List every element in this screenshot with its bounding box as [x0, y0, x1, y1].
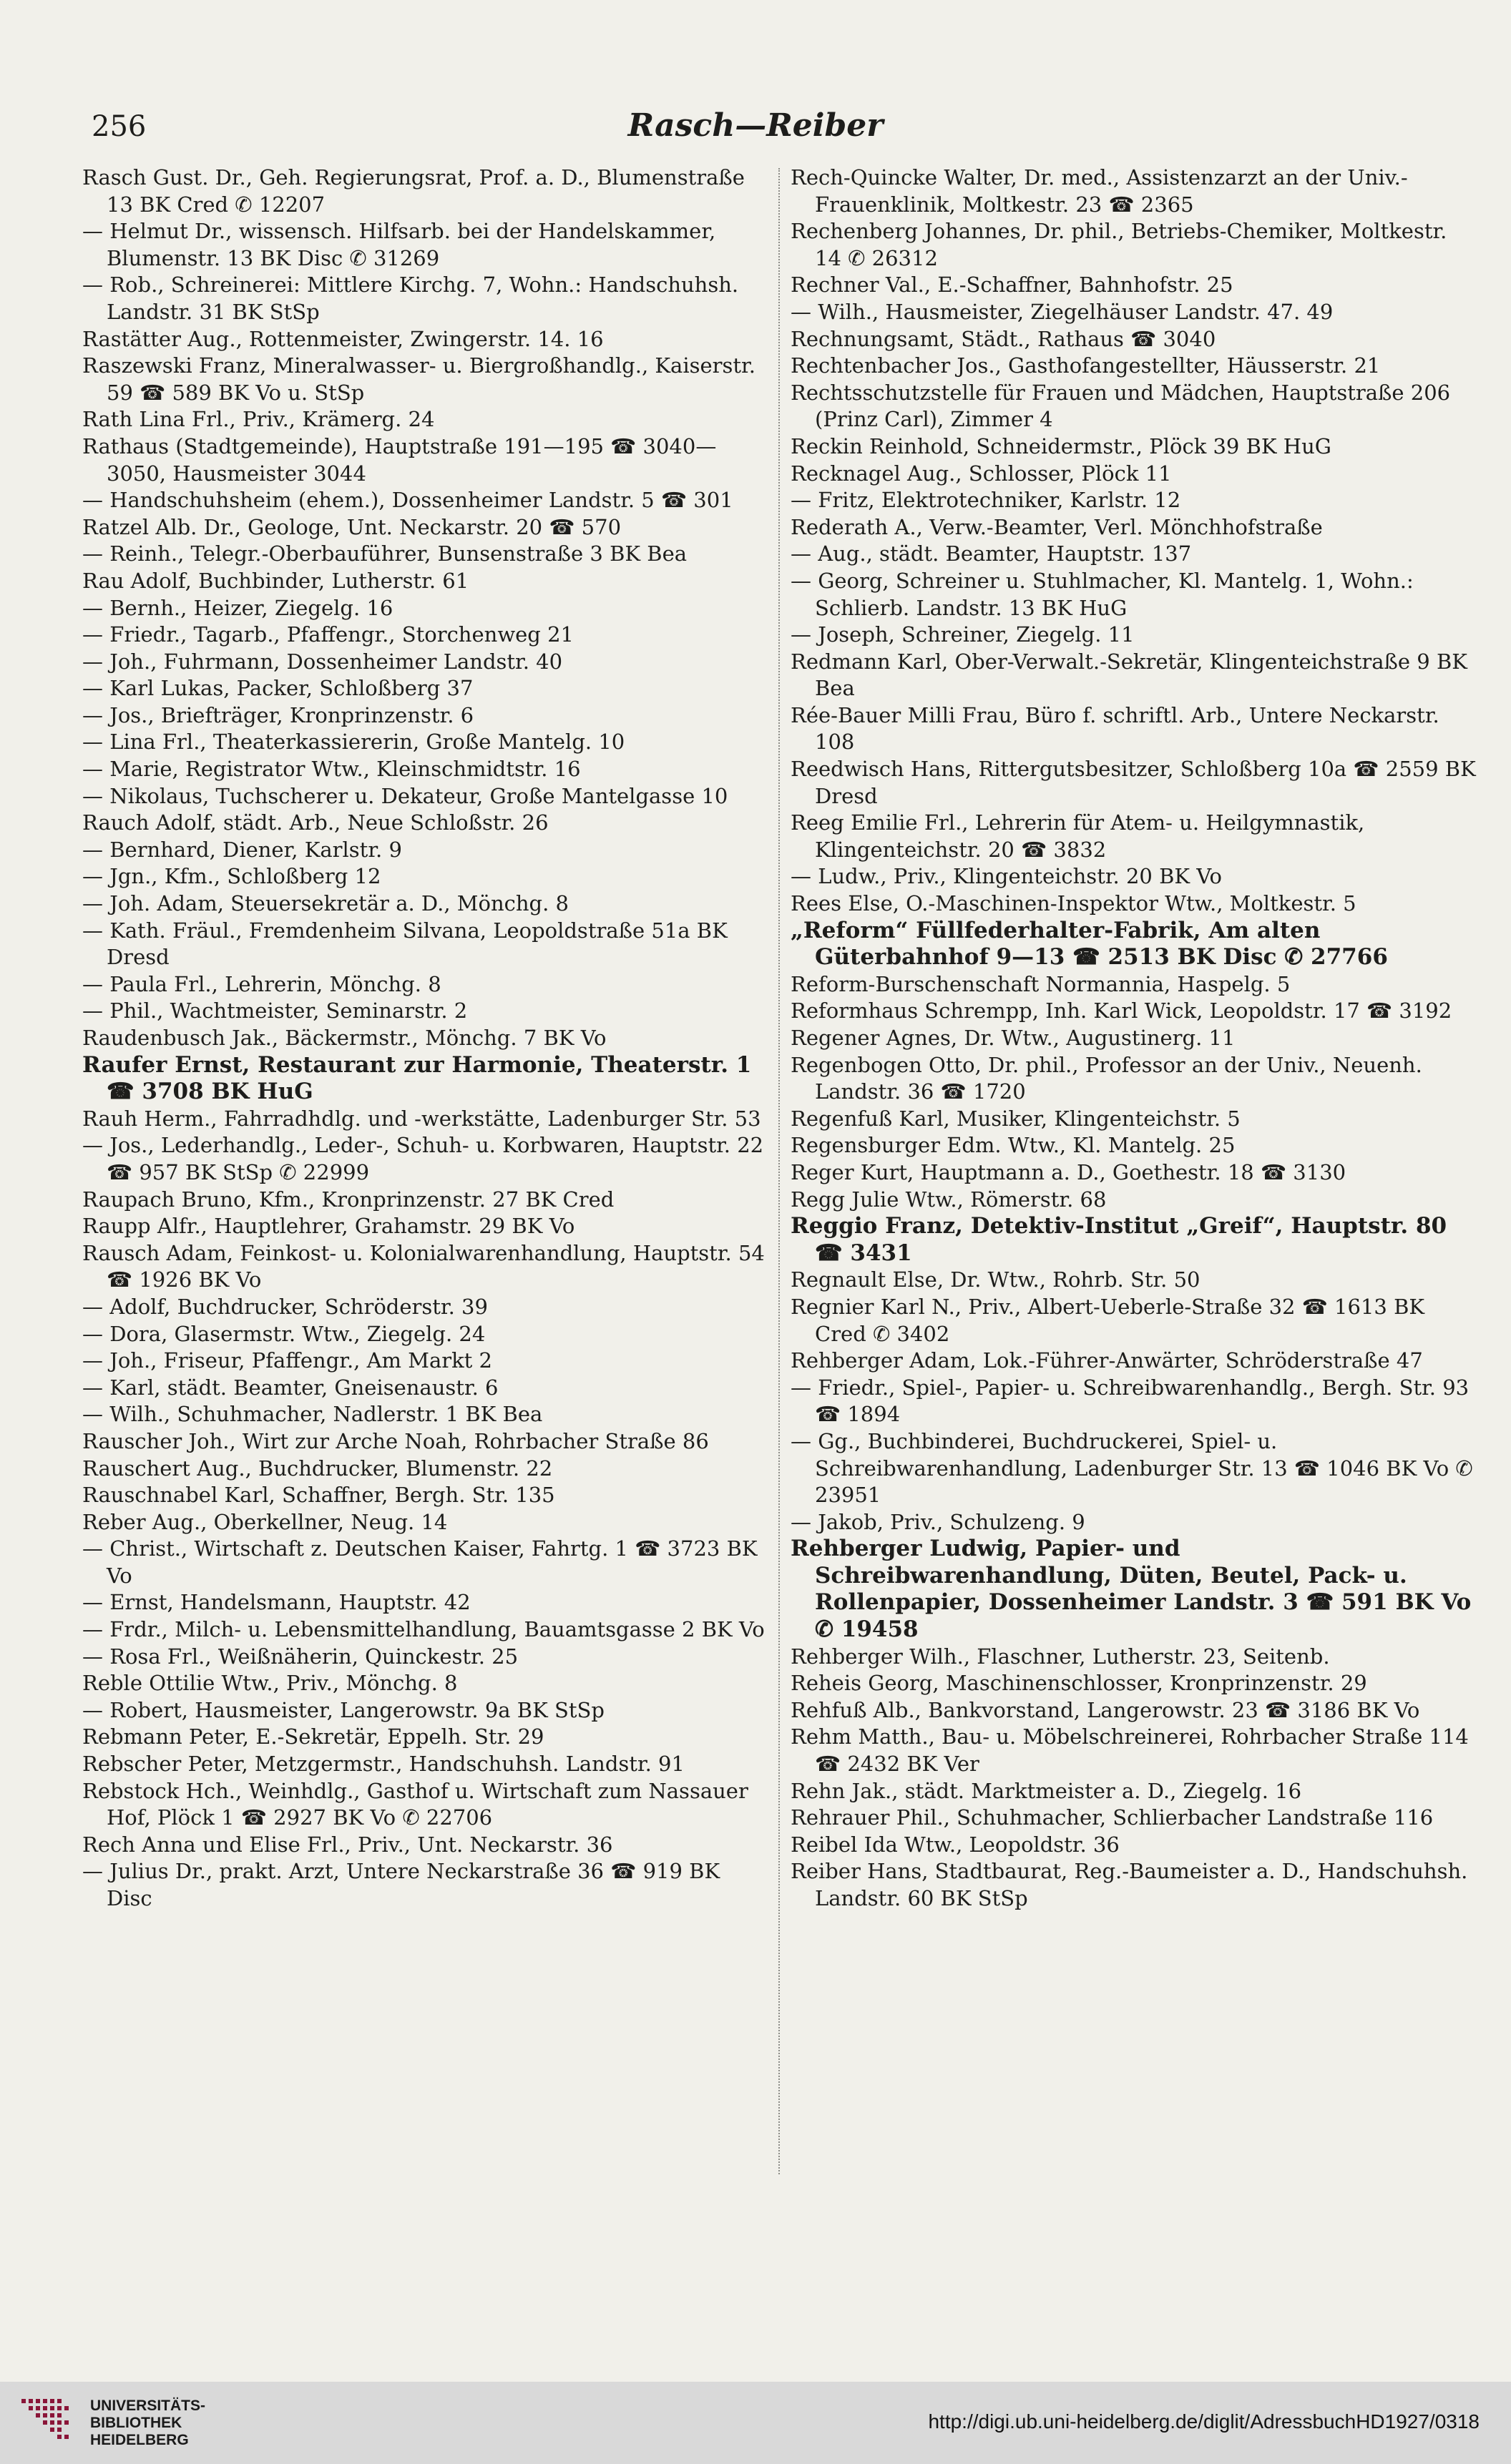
directory-entry: — Paula Frl., Lehrerin, Mönchg. 8: [82, 971, 441, 996]
directory-entry: Reeg Emilie Frl., Lehrerin für Atem- u. Heilgymnastik, Klingenteichstr. 20 ☎ 3832: [791, 810, 1365, 862]
directory-entry: — Dora, Glasermstr. Wtw., Ziegelg. 24: [82, 1321, 486, 1346]
directory-entry: Reger Kurt, Hauptmann a. D., Goethestr. 18 ☎ 3130: [791, 1159, 1346, 1184]
directory-entry: — Lina Frl., Theaterkassiererin, Große Mantelg. 10: [82, 730, 625, 755]
directory-entry: — Julius Dr., prakt. Arzt, Untere Neckarstraße 36 ☎ 919 BK Disc: [82, 1859, 720, 1910]
directory-entry: Raupach Bruno, Kfm., Kronprinzenstr. 27 BK Cred: [82, 1187, 615, 1212]
directory-entry: Raupp Alfr., Hauptlehrer, Grahamstr. 29 BK Vo: [82, 1214, 575, 1239]
directory-entry: — Ernst, Handelsmann, Hauptstr. 42: [82, 1590, 471, 1615]
directory-entry: Rebstock Hch., Weinhdlg., Gasthof u. Wirtschaft zum Nassauer Hof, Plöck 1 ☎ 2927 BK Vo ✆ 22706: [82, 1778, 748, 1830]
directory-entry: Regener Agnes, Dr. Wtw., Augustinerg. 11: [791, 1026, 1236, 1050]
institution-name: [90, 2397, 276, 2449]
directory-entry: Rauscher Joh., Wirt zur Arche Noah, Rohrbacher Straße 86: [82, 1428, 709, 1453]
directory-entry: Rederath A., Verw.-Beamter, Verl. Mönchhofstraße: [791, 514, 1323, 539]
directory-entry: — Gg., Buchbinderei, Buchdruckerei, Spiel- u. Schreibwarenhandlung, Ladenburger Str. 13 ☎ 1046 BK Vo ✆ 23951: [791, 1428, 1473, 1508]
directory-entry: Rauschnabel Karl, Schaffner, Bergh. Str. 135: [82, 1483, 555, 1508]
directory-entry: Rehrauer Phil., Schuhmacher, Schlierbacher Landstraße 116: [791, 1805, 1434, 1830]
directory-entry: Redmann Karl, Ober-Verwalt.-Sekretär, Klingenteichstraße 9 BK Bea: [791, 649, 1467, 701]
directory-entry: Rechenberg Johannes, Dr. phil., Betriebs-Chemiker, Moltkestr. 14 ✆ 26312: [791, 219, 1447, 270]
directory-entry: Reform-Burschenschaft Normannia, Haspelg. 5: [791, 971, 1291, 996]
directory-entry: Rastätter Aug., Rottenmeister, Zwingerstr. 14. 16: [82, 326, 604, 351]
directory-entry: — Frdr., Milch- u. Lebensmittelhandlung, Bauamtsgasse 2 BK Vo: [82, 1617, 765, 1642]
directory-entry: Rechner Val., E.-Schaffner, Bahnhofstr. 25: [791, 273, 1233, 298]
directory-entry: — Handschuhsheim (ehem.), Dossenheimer Landstr. 5 ☎ 301: [82, 488, 733, 513]
right-column: [791, 165, 1477, 1913]
directory-entry: Rausch Adam, Feinkost- u. Kolonialwarenhandlung, Hauptstr. 54 ☎ 1926 BK Vo: [82, 1240, 765, 1292]
directory-entry: Reibel Ida Wtw., Leopoldstr. 36: [791, 1832, 1120, 1857]
directory-entry: Raudenbusch Jak., Bäckermstr., Mönchg. 7 BK Vo: [82, 1026, 607, 1050]
institution-name-line: UNIVERSITÄTS-: [90, 2397, 206, 2414]
directory-entry: — Ludw., Priv., Klingenteichstr. 20 BK Vo: [791, 864, 1223, 889]
directory-entry: — Jos., Lederhandlg., Leder-, Schuh- u. Korbwaren, Hauptstr. 22 ☎ 957 BK StSp ✆ 22999: [82, 1133, 764, 1184]
institution-name-line: BIBLIOTHEK: [90, 2415, 182, 2431]
directory-entry: Regenfuß Karl, Musiker, Klingenteichstr. 5: [791, 1106, 1241, 1131]
directory-entry: Regg Julie Wtw., Römerstr. 68: [791, 1187, 1107, 1212]
directory-entry: — Friedr., Tagarb., Pfaffengr., Storchenweg 21: [82, 622, 574, 647]
directory-entry: — Helmut Dr., wissensch. Hilfsarb. bei der Handelskammer, Blumenstr. 13 BK Disc ✆ 31269: [82, 219, 716, 270]
directory-entry: Regnier Karl N., Priv., Albert-Ueberle-Straße 32 ☎ 1613 BK Cred ✆ 3402: [791, 1294, 1425, 1346]
directory-entry: — Rosa Frl., Weißnäherin, Quinckestr. 25: [82, 1644, 519, 1669]
directory-entry: — Nikolaus, Tuchscherer u. Dekateur, Große Mantelgasse 10: [82, 783, 728, 808]
directory-entry: Reiber Hans, Stadtbaurat, Reg.-Baumeister a. D., Handschuhsh. Landstr. 60 BK StSp: [791, 1859, 1468, 1910]
directory-entry: Rechnungsamt, Städt., Rathaus ☎ 3040: [791, 326, 1216, 351]
directory-entry: Rebscher Peter, Metzgermstr., Handschuhsh. Landstr. 91: [82, 1752, 685, 1777]
source-url[interactable]: http://digi.ub.uni-heidelberg.de/diglit/AdressbuchHD1927/0318: [928, 2410, 1480, 2433]
directory-entry: — Georg, Schreiner u. Stuhlmacher, Kl. Mantelg. 1, Wohn.: Schlierb. Landstr. 13 BK HuG: [791, 568, 1414, 620]
directory-entry: — Joh., Fuhrmann, Dossenheimer Landstr. 40: [82, 649, 563, 674]
directory-entry: Rechtsschutzstelle für Frauen und Mädchen, Hauptstraße 206 (Prinz Carl), Zimmer 4: [791, 380, 1451, 432]
directory-entry: Rasch Gust. Dr., Geh. Regierungsrat, Prof. a. D., Blumenstraße 13 BK Cred ✆ 12207: [82, 165, 745, 217]
directory-entry: — Reinh., Telegr.-Oberbauführer, Bunsenstraße 3 BK Bea: [82, 541, 688, 566]
directory-entry: Rehberger Wilh., Flaschner, Lutherstr. 23, Seitenb.: [791, 1644, 1330, 1669]
featured-directory-entry: Reggio Franz, Detektiv-Institut „Greif“, Hauptstr. 80 ☎ 3431: [791, 1213, 1447, 1266]
directory-entry: Rees Else, O.-Maschinen-Inspektor Wtw., Moltkestr. 5: [791, 891, 1356, 916]
directory-entry: Rehfuß Alb., Bankvorstand, Langerowstr. 23 ☎ 3186 BK Vo: [791, 1697, 1420, 1722]
directory-entry: — Rob., Schreinerei: Mittlere Kirchg. 7, Wohn.: Handschuhsh. Landstr. 31 BK StSp: [82, 273, 739, 324]
directory-entry: — Jgn., Kfm., Schloßberg 12: [82, 864, 381, 889]
directory-entry: — Karl Lukas, Packer, Schloßberg 37: [82, 676, 474, 701]
directory-entry: Recknagel Aug., Schlosser, Plöck 11: [791, 461, 1172, 486]
university-library-logo-icon: [19, 2395, 83, 2452]
directory-entry: Reber Aug., Oberkellner, Neug. 14: [82, 1509, 448, 1534]
directory-entry: Rath Lina Frl., Priv., Krämerg. 24: [82, 407, 435, 432]
directory-entry: Rathaus (Stadtgemeinde), Hauptstraße 191—195 ☎ 3040—3050, Hausmeister 3044: [82, 433, 717, 486]
directory-entry: — Aug., städt. Beamter, Hauptstr. 137: [791, 541, 1192, 566]
directory-entry: Reble Ottilie Wtw., Priv., Mönchg. 8: [82, 1671, 458, 1696]
directory-entry: — Fritz, Elektrotechniker, Karlstr. 12: [791, 488, 1181, 513]
directory-entry: Reckin Reinhold, Schneidermstr., Plöck 39 BK HuG: [791, 433, 1331, 458]
directory-entry: — Wilh., Schuhmacher, Nadlerstr. 1 BK Bea: [82, 1402, 543, 1427]
directory-entry: Reedwisch Hans, Rittergutsbesitzer, Schloßberg 10a ☎ 2559 BK Dresd: [791, 757, 1476, 808]
directory-entry: — Phil., Wachtmeister, Seminarstr. 2: [82, 998, 468, 1024]
directory-entry: Rauch Adolf, städt. Arb., Neue Schloßstr. 26: [82, 810, 549, 835]
directory-entry: — Karl, städt. Beamter, Gneisenaustr. 6: [82, 1375, 499, 1400]
running-head: Rasch—Reiber: [627, 107, 884, 144]
footer-bar: [0, 2382, 1511, 2464]
directory-entry: — Marie, Registrator Wtw., Kleinschmidtstr. 16: [82, 757, 581, 782]
directory-entry: Reheis Georg, Maschinenschlosser, Kronprinzenstr. 29: [791, 1671, 1367, 1696]
directory-entry: Regenbogen Otto, Dr. phil., Professor an der Univ., Neuenh. Landstr. 36 ☎ 1720: [791, 1052, 1422, 1104]
featured-directory-entry: Raufer Ernst, Restaurant zur Harmonie, Theaterstr. 1 ☎ 3708 BK HuG: [82, 1051, 752, 1105]
directory-entry: Reformhaus Schrempp, Inh. Karl Wick, Leopoldstr. 17 ☎ 3192: [791, 998, 1452, 1024]
directory-entry: Rau Adolf, Buchbinder, Lutherstr. 61: [82, 568, 469, 593]
directory-entry: Rehm Matth., Bau- u. Möbelschreinerei, Rohrbacher Straße 114 ☎ 2432 BK Ver: [791, 1724, 1469, 1777]
left-column: [82, 165, 769, 1913]
directory-entry: Raszewski Franz, Mineralwasser- u. Biergroßhandlg., Kaiserstr. 59 ☎ 589 BK Vo u. StSp: [82, 353, 756, 405]
directory-entry: — Christ., Wirtschaft z. Deutschen Kaiser, Fahrtg. 1 ☎ 3723 BK Vo: [82, 1536, 758, 1588]
directory-entry: Rech Anna und Elise Frl., Priv., Unt. Neckarstr. 36: [82, 1832, 613, 1857]
directory-entry: — Kath. Fräul., Fremdenheim Silvana, Leopoldstraße 51a BK Dresd: [82, 918, 728, 970]
directory-entry: Rée-Bauer Milli Frau, Büro f. schriftl. Arb., Untere Neckarstr. 108: [791, 702, 1439, 755]
directory-entry: — Robert, Hausmeister, Langerowstr. 9a BK StSp: [82, 1697, 605, 1722]
directory-entry: — Joseph, Schreiner, Ziegelg. 11: [791, 622, 1135, 647]
column-divider: [778, 168, 780, 2174]
directory-entry: — Adolf, Buchdrucker, Schröderstr. 39: [82, 1294, 488, 1319]
directory-entry: — Friedr., Spiel-, Papier- u. Schreibwarenhandlg., Bergh. Str. 93 ☎ 1894: [791, 1375, 1470, 1427]
page-header: [0, 107, 1511, 150]
directory-entry: Rehberger Adam, Lok.-Führer-Anwärter, Schröderstraße 47: [791, 1348, 1423, 1373]
directory-entry: — Wilh., Hausmeister, Ziegelhäuser Landstr. 47. 49: [791, 299, 1334, 324]
directory-entry: — Bernh., Heizer, Ziegelg. 16: [82, 595, 393, 620]
directory-entry: — Joh., Friseur, Pfaffengr., Am Markt 2: [82, 1348, 493, 1373]
directory-entry: — Joh. Adam, Steuersekretär a. D., Mönchg. 8: [82, 891, 569, 916]
featured-directory-entry: Rehberger Ludwig, Papier- und Schreibwarenhandlung, Düten, Beutel, Pack- u. Rollenpapier, Dossenheimer Landstr. 3 ☎ 591 BK Vo ✆ 19458: [791, 1536, 1472, 1643]
directory-entry: Rehn Jak., städt. Marktmeister a. D., Ziegelg. 16: [791, 1778, 1302, 1803]
directory-entry: Regnault Else, Dr. Wtw., Rohrb. Str. 50: [791, 1267, 1201, 1292]
directory-entry: — Jakob, Priv., Schulzeng. 9: [791, 1509, 1085, 1534]
directory-entry: — Jos., Briefträger, Kronprinzenstr. 6: [82, 702, 474, 727]
directory-entry: Rechtenbacher Jos., Gasthofangestellter, Häusserstr. 21: [791, 353, 1381, 378]
featured-directory-entry: „Reform“ Füllfederhalter-Fabrik, Am alten Güterbahnhof 9—13 ☎ 2513 BK Disc ✆ 27766: [791, 917, 1388, 971]
directory-entry: Regensburger Edm. Wtw., Kl. Mantelg. 25: [791, 1133, 1236, 1158]
page-number: 256: [92, 110, 147, 143]
directory-entry: Rech-Quincke Walter, Dr. med., Assistenzarzt an der Univ.-Frauenklinik, Moltkestr. 23 ☎ 2365: [791, 165, 1408, 217]
directory-entry: Rauh Herm., Fahrradhdlg. und -werkstätte, Ladenburger Str. 53: [82, 1106, 761, 1131]
directory-entry: Rebmann Peter, E.-Sekretär, Eppelh. Str. 29: [82, 1724, 544, 1749]
directory-entry: Ratzel Alb. Dr., Geologe, Unt. Neckarstr. 20 ☎ 570: [82, 514, 622, 539]
directory-entry: — Bernhard, Diener, Karlstr. 9: [82, 837, 402, 862]
directory-entry: Rauschert Aug., Buchdrucker, Blumenstr. 22: [82, 1456, 553, 1481]
institution-name-line: HEIDELBERG: [90, 2432, 189, 2448]
